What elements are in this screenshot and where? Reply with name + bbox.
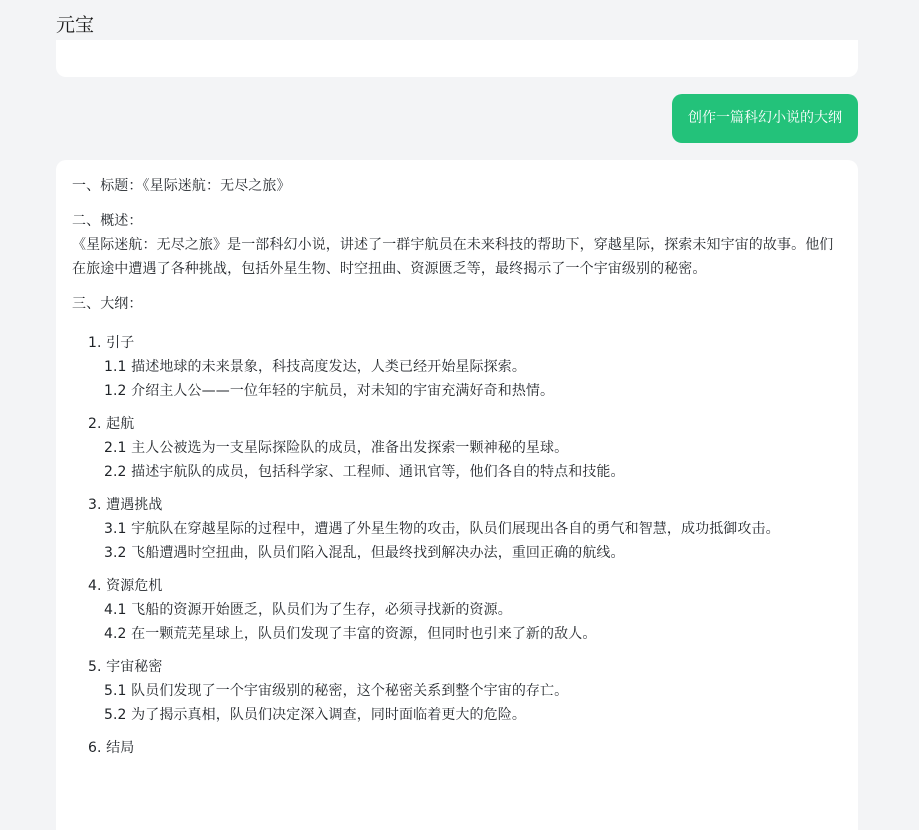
outline-chapter (88, 331, 842, 403)
chapter-item: 4.2 在一颗荒芜星球上，队员们发现了丰富的资源，但同时也引来了新的敌人。 (104, 626, 597, 642)
outline-chapter (88, 493, 842, 565)
chapter-title: 5. 宇宙秘密 (88, 659, 163, 675)
outline-chapter (88, 574, 842, 646)
outline-list (72, 331, 842, 760)
chapter-title: 6. 结局 (88, 740, 135, 756)
outline-chapter (88, 736, 842, 760)
chapter-item: 4.1 飞船的资源开始匮乏，队员们为了生存，必须寻找新的资源。 (104, 602, 512, 618)
chapter-item: 2.2 描述宇航队的成员，包括科学家、工程师、通讯官等，他们各自的特点和技能。 (104, 464, 625, 480)
chapter-title: 1. 引子 (88, 335, 135, 351)
overview-text: 《星际迷航：无尽之旅》是一部科幻小说，讲述了一群宇航员在未来科技的帮助下，穿越星际，探索未知宇宙的故事。他们在旅途中遭遇了各种挑战，包括外星生物、时空扭曲、资源匮乏等，最终揭示了一个宇宙级别的秘密。 (72, 237, 834, 277)
app-title: 元宝 (56, 14, 95, 36)
chapter-item: 1.1 描述地球的未来景象，科技高度发达，人类已经开始星际探索。 (104, 359, 526, 375)
user-message-bubble[interactable]: 创作一篇科幻小说的大纲 (672, 94, 858, 143)
overview-heading: 二、概述： (72, 213, 143, 229)
user-message-row (672, 94, 858, 143)
assistant-message-body (56, 160, 858, 760)
outline-heading: 三、大纲： (72, 296, 143, 312)
chapter-title: 3. 遭遇挑战 (88, 497, 163, 513)
chapter-item: 2.1 主人公被选为一支星际探险队的成员，准备出发探索一颗神秘的星球。 (104, 440, 569, 456)
assistant-message-card (56, 160, 858, 830)
title-line: 一、标题：《星际迷航：无尽之旅》 (72, 178, 291, 194)
chapter-item: 5.1 队员们发现了一个宇宙级别的秘密，这个秘密关系到整个宇宙的存亡。 (104, 683, 569, 699)
outline-chapter (88, 655, 842, 727)
outline-chapter (88, 412, 842, 484)
chapter-title: 4. 资源危机 (88, 578, 163, 594)
chapter-item: 3.1 宇航队在穿越星际的过程中，遭遇了外星生物的攻击，队员们展现出各自的勇气和智慧，成功抵御攻击。 (104, 521, 780, 537)
chapter-title: 2. 起航 (88, 416, 135, 432)
chapter-item: 5.2 为了揭示真相，队员们决定深入调查，同时面临着更大的危险。 (104, 707, 526, 723)
chapter-item: 1.2 介绍主人公——一位年轻的宇航员，对未知的宇宙充满好奇和热情。 (104, 383, 555, 399)
chapter-item: 3.2 飞船遭遇时空扭曲，队员们陷入混乱，但最终找到解决办法，重回正确的航线。 (104, 545, 625, 561)
previous-message-card (56, 40, 858, 77)
